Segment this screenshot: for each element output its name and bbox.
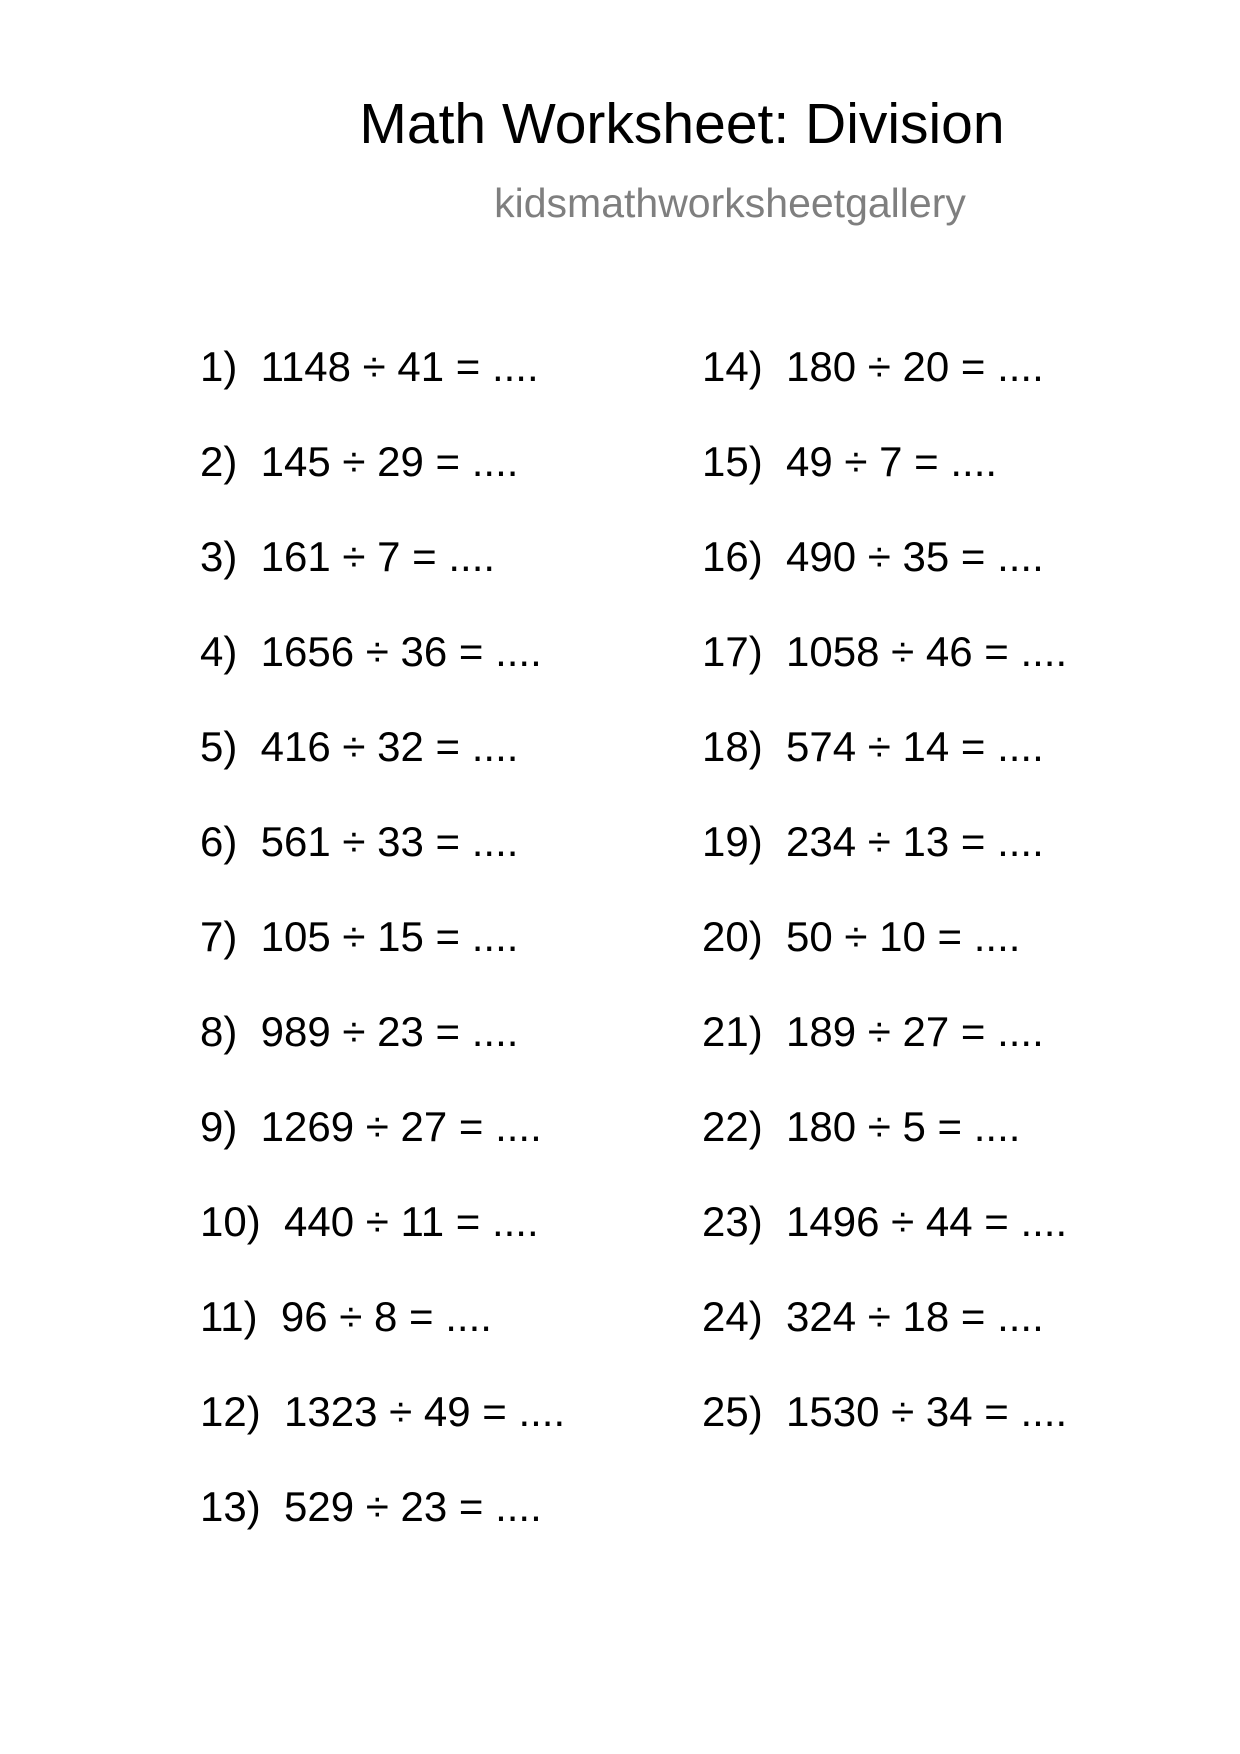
problem-1: 1) 1148 ÷ 41 = .... <box>200 343 539 390</box>
problem-20: 20) 50 ÷ 10 = .... <box>702 913 1021 960</box>
problem-2: 2) 145 ÷ 29 = .... <box>200 438 519 485</box>
problem-5: 5) 416 ÷ 32 = .... <box>200 723 519 770</box>
problem-6: 6) 561 ÷ 33 = .... <box>200 818 519 865</box>
problem-18: 18) 574 ÷ 14 = .... <box>702 723 1044 770</box>
worksheet-title: Math Worksheet: Division <box>359 92 1005 156</box>
problem-19: 19) 234 ÷ 13 = .... <box>702 818 1044 865</box>
problem-17: 17) 1058 ÷ 46 = .... <box>702 628 1068 675</box>
problem-24: 24) 324 ÷ 18 = .... <box>702 1293 1044 1340</box>
worksheet-subtitle: kidsmathworksheetgallery <box>494 180 966 226</box>
problem-13: 13) 529 ÷ 23 = .... <box>200 1483 542 1530</box>
problem-3: 3) 161 ÷ 7 = .... <box>200 533 496 580</box>
problem-12: 12) 1323 ÷ 49 = .... <box>200 1388 566 1435</box>
problem-8: 8) 989 ÷ 23 = .... <box>200 1008 519 1055</box>
problem-15: 15) 49 ÷ 7 = .... <box>702 438 998 485</box>
problems-right-column <box>702 343 1068 1486</box>
problem-7: 7) 105 ÷ 15 = .... <box>200 913 519 960</box>
problem-21: 21) 189 ÷ 27 = .... <box>702 1008 1044 1055</box>
problem-23: 23) 1496 ÷ 44 = .... <box>702 1198 1068 1245</box>
problems-left-column <box>200 343 566 1581</box>
problem-14: 14) 180 ÷ 20 = .... <box>702 343 1044 390</box>
problem-25: 25) 1530 ÷ 34 = .... <box>702 1388 1068 1435</box>
problem-16: 16) 490 ÷ 35 = .... <box>702 533 1044 580</box>
problem-10: 10) 440 ÷ 11 = .... <box>200 1198 539 1245</box>
problem-9: 9) 1269 ÷ 27 = .... <box>200 1103 542 1150</box>
problem-4: 4) 1656 ÷ 36 = .... <box>200 628 542 675</box>
problem-22: 22) 180 ÷ 5 = .... <box>702 1103 1021 1150</box>
problem-11: 11) 96 ÷ 8 = .... <box>200 1293 492 1340</box>
